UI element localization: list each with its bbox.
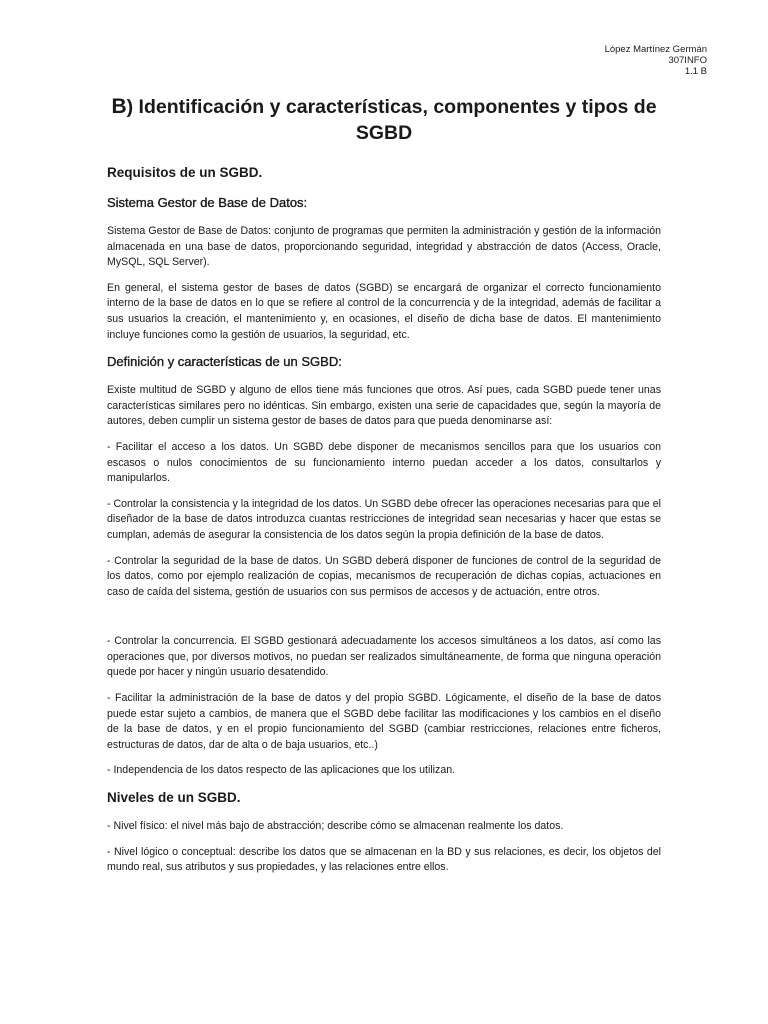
- nivel-logico: - Nivel lógico o conceptual: describe los datos que se almacenan en la BD y sus relaciones, es decir, los objetos del mundo real, sus atributos y sus propiedades, y las relaciones entre ellos.: [107, 845, 661, 874]
- item-independencia: - Independencia de los datos respecto de las aplicaciones que los utilizan.: [107, 764, 456, 777]
- sistema-paragraph-2: En general, el sistema gestor de bases de datos (SGBD) se encargará de organizar el correcto funcionamiento interno de la base de datos en lo que se refiere al control de la concurrencia y de la integridad, además de facilitar a sus usuarios la creación, el mantenimiento y, en ocasiones, el diseño de dicha base de datos. El mantenimiento incluye funciones como la gestión de usuarios, la seguridad, etc.: [107, 281, 661, 341]
- definicion-heading: Definición y características de un SGBD:: [107, 354, 342, 370]
- nivel-fisico: - Nivel físico: el nivel más bajo de abstracción; describe cómo se almacenan realmente los datos.: [107, 820, 564, 833]
- document-title: [107, 94, 661, 146]
- sistema-heading: Sistema Gestor de Base de Datos:: [107, 195, 308, 210]
- definicion-paragraph: Existe multitud de SGBD y alguno de ellos tiene más funciones que otros. Así pues, cada SGBD puede tener unas características similares pero no idénticas. Sin embargo, existen una serie de capacidades que, según la mayoría de autores, deben cumplir un sistema gestor de bases de datos para que pueda denominarse así:: [107, 384, 661, 428]
- section-number: 1.1 B: [684, 66, 707, 77]
- title-letter: B: [111, 95, 127, 118]
- sistema-paragraph-1: Sistema Gestor de Base de Datos: conjunto de programas que permiten la administración y gestión de la información almacenada en una base de datos, proporcionando seguridad, integridad y abstracción de datos (Access, Oracle, MySQL, SQL Server).: [107, 225, 661, 269]
- title-text: ) Identificación y características, componentes y tipos de SGBD: [126, 96, 657, 144]
- requisitos-heading: Requisitos de un SGBD.: [107, 165, 263, 180]
- item-administracion: - Facilitar la administración de la base de datos y del propio SGBD. Lógicamente, el diseño de la base de datos puede estar sujeto a cambios, de manera que el SGBD debe facilitar las modificaciones y los cambios en el diseño de la base de datos, y en el propio funcionamiento del SGBD (cambiar restricciones, relaciones entre ficheros, estructuras de datos, dar de alta o de baja usuarios, etc..): [107, 692, 661, 751]
- item-acceso: - Facilitar el acceso a los datos. Un SGBD debe disponer de mecanismos sencillos para que los usuarios con escasos o nulos conocimientos de su funcionamiento interno puedan acceder a los datos, consultarlos y manipularlos.: [107, 440, 661, 485]
- item-seguridad: - Controlar la seguridad de la base de datos. Un SGBD deberá disponer de funciones de control de la seguridad de los datos, como por ejemplo realización de copias, mecanismos de recuperación de dichas copias, actuaciones en caso de caída del sistema, gestión de usuarios con sus permisos de accesos y de actuación, entre otros.: [107, 554, 661, 598]
- document-header: [107, 44, 707, 77]
- item-concurrencia: - Controlar la concurrencia. El SGBD gestionará adecuadamente los accesos simultáneos a los datos, así como las operaciones que, por diversos motivos, no puedan ser realizados simultáneamente, de forma que ninguna operación quede por hacer y ningún usuario desatendido.: [107, 635, 661, 679]
- item-consistencia: - Controlar la consistencia y la integridad de los datos. Un SGBD debe ofrecer las operaciones necesarias para que el diseñador de la base de datos introduzca cuantas restricciones de integridad sean necesarias y hacer que estas se cumplan, además de asegurar la consistencia de los datos según la propia definición de la base de datos.: [107, 497, 661, 541]
- blank-gap: [107, 610, 661, 634]
- group-code: 307INFO: [668, 55, 707, 66]
- author-name: López Martínez Germán: [604, 44, 707, 55]
- niveles-heading: Niveles de un SGBD.: [107, 790, 241, 806]
